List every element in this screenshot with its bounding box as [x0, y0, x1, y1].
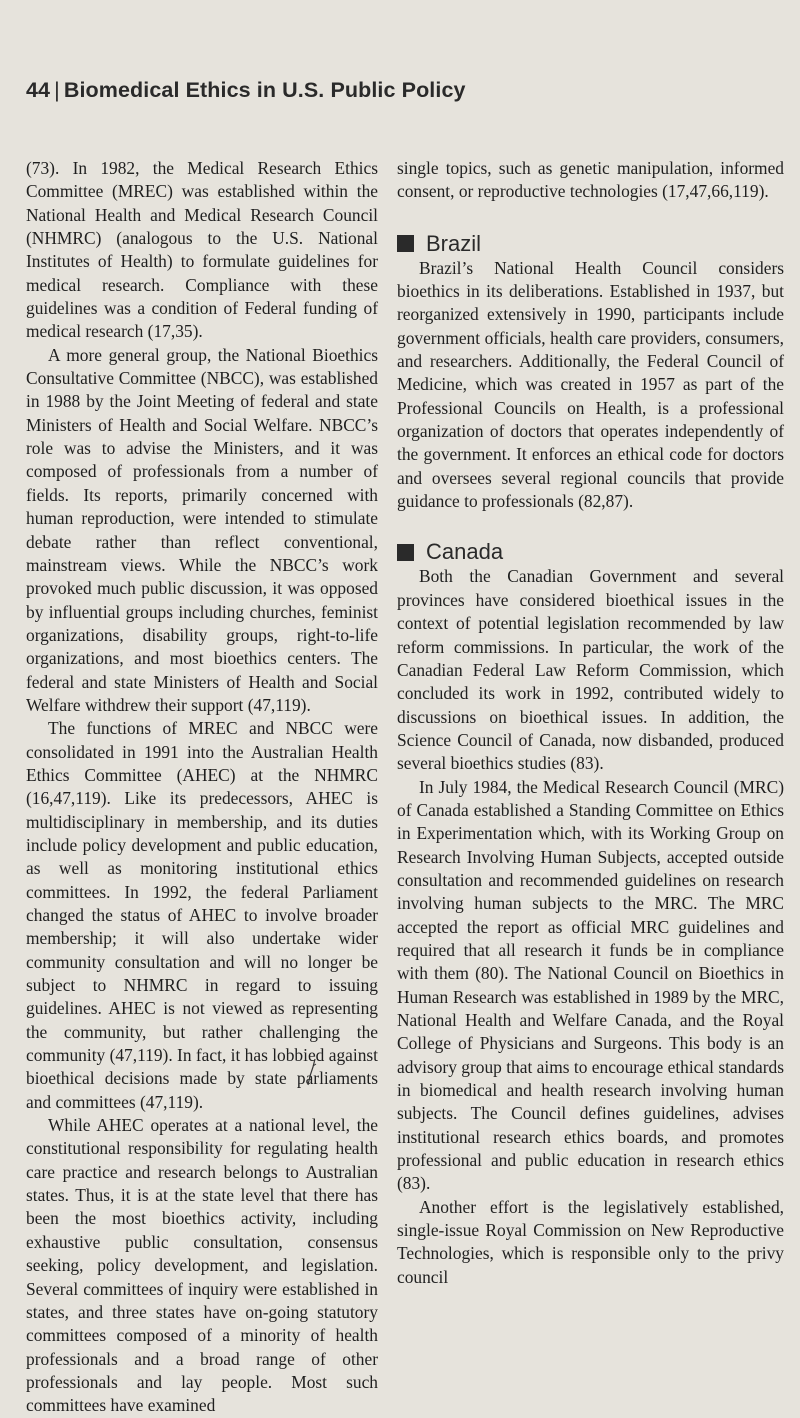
section-heading-text: Canada — [426, 539, 504, 565]
paragraph: While AHEC operates at a national level, the constitutional responsibility for regulating health care practice and research belongs to Australian states. Thus, it is at the state level that there has been the most bioethics activity, including exhaustive public consultation, consensus seeking, policy development, and legislation. Several committees of inquiry were established in states, and three states have on-going statutory committees composed of a minority of health professionals and a broad range of other professionals and lay people. Most such committees have examined — [26, 1115, 378, 1416]
right-column — [397, 157, 784, 1289]
paragraph: In July 1984, the Medical Research Council (MRC) of Canada established a Standing Committee on Ethics in Experimentation which, with its Working Group on Research Involving Human Subjects, accepted outside consultation and recommended guidelines on research involving human subjects to the MRC. The MRC accepted the report as official MRC guidelines and required that all research it funds be in compliance with them (80). The National Council on Bioethics in Human Research was established in 1989 by the MRC, National Health and Welfare Canada, and the Royal College of Physicians and Surgeons. This body is an advisory group that aims to encourage ethical standards in biomedical and health research involving human subjects. The Council defines guidelines, advises institutional research ethics boards, and promotes professional and public education in research ethics (83). — [397, 776, 784, 1194]
paragraph: Brazil’s National Health Council considers bioethics in its deliberations. Established in 1937, but reorganized extensively in 1990, participants include government officials, health care providers, consumers, and researchers. Additionally, the Federal Council of Medicine, which was created in 1957 as part of the Professional Councils on Health, is a professional organization of doctors that operates independently of the government. It enforces an ethical code for doctors and oversees several regional councils that provide guidance to professionals (82,87). — [397, 257, 784, 512]
section-heading-brazil — [397, 231, 784, 257]
section-heading-text: Brazil — [426, 230, 482, 256]
left-column — [26, 157, 378, 1418]
paragraph: A more general group, the National Bioethics Consultative Committee (NBCC), was established in 1988 by the Joint Meeting of federal and state Ministers of Health and Social Welfare. NBCC’s role was to advise the Ministers, and it was composed of professionals from a number of fields. Its reports, primarily concerned with human reproduction, were intended to stimulate debate rather than reflect conventional, mainstream views. While the NBCC’s work provoked much public discussion, it was opposed by influential groups including churches, feminist organizations, disability groups, right-to-life organizations, and most bioethics centers. The federal and state Ministers of Health and Social Welfare withdrew their support (47,119). — [26, 344, 378, 715]
pen-mark-icon — [306, 1058, 318, 1086]
running-header — [26, 78, 466, 103]
header-separator: | — [54, 78, 60, 102]
paragraph: Another effort is the legislatively established, single-issue Royal Commission on New Reproductive Technologies, which is responsible only to the privy council — [397, 1196, 784, 1287]
paragraph: Both the Canadian Government and several provinces have considered bioethical issues in the context of potential legislation recommended by law reform commissions. In particular, the work of the Canadian Federal Law Reform Commission, which concluded its work in 1992, contributed widely to discussions on bioethical issues. In addition, the Science Council of Canada, now disbanded, produced several bioethics studies (83). — [397, 566, 784, 774]
square-bullet-icon — [397, 235, 414, 252]
running-title: Biomedical Ethics in U.S. Public Policy — [63, 78, 466, 102]
continuation-paragraph: single topics, such as genetic manipulation, informed consent, or reproductive technologies (17,47,66,119). — [397, 158, 784, 202]
paragraph: The functions of MREC and NBCC were consolidated in 1991 into the Australian Health Ethics Committee (AHEC) at the NHMRC (16,47,119). Like its predecessors, AHEC is multidisciplinary in membership, and its duties include policy development and public education, as well as monitoring institutional ethics committees. In 1992, the federal Parliament changed the status of AHEC to involve broader membership; it will also undertake wider community consultation and will no longer be subject to NHMRC in regard to issuing guidelines. AHEC is not viewed as representing the community, but rather challenging the community (47,119). In fact, it has lobbied against bioethical decisions made by state parliaments and committees (47,119). — [26, 718, 378, 1112]
paragraph: (73). In 1982, the Medical Research Ethics Committee (MREC) was established within the National Health and Medical Research Council (NHMRC) (analogous to the U.S. National Institutes of Health) to formulate guidelines for medical research. Compliance with these guidelines was a condition of Federal funding of medical research (17,35). — [26, 158, 378, 342]
square-bullet-icon — [397, 544, 414, 561]
page-number: 44 — [26, 78, 51, 102]
section-heading-canada — [397, 539, 784, 565]
